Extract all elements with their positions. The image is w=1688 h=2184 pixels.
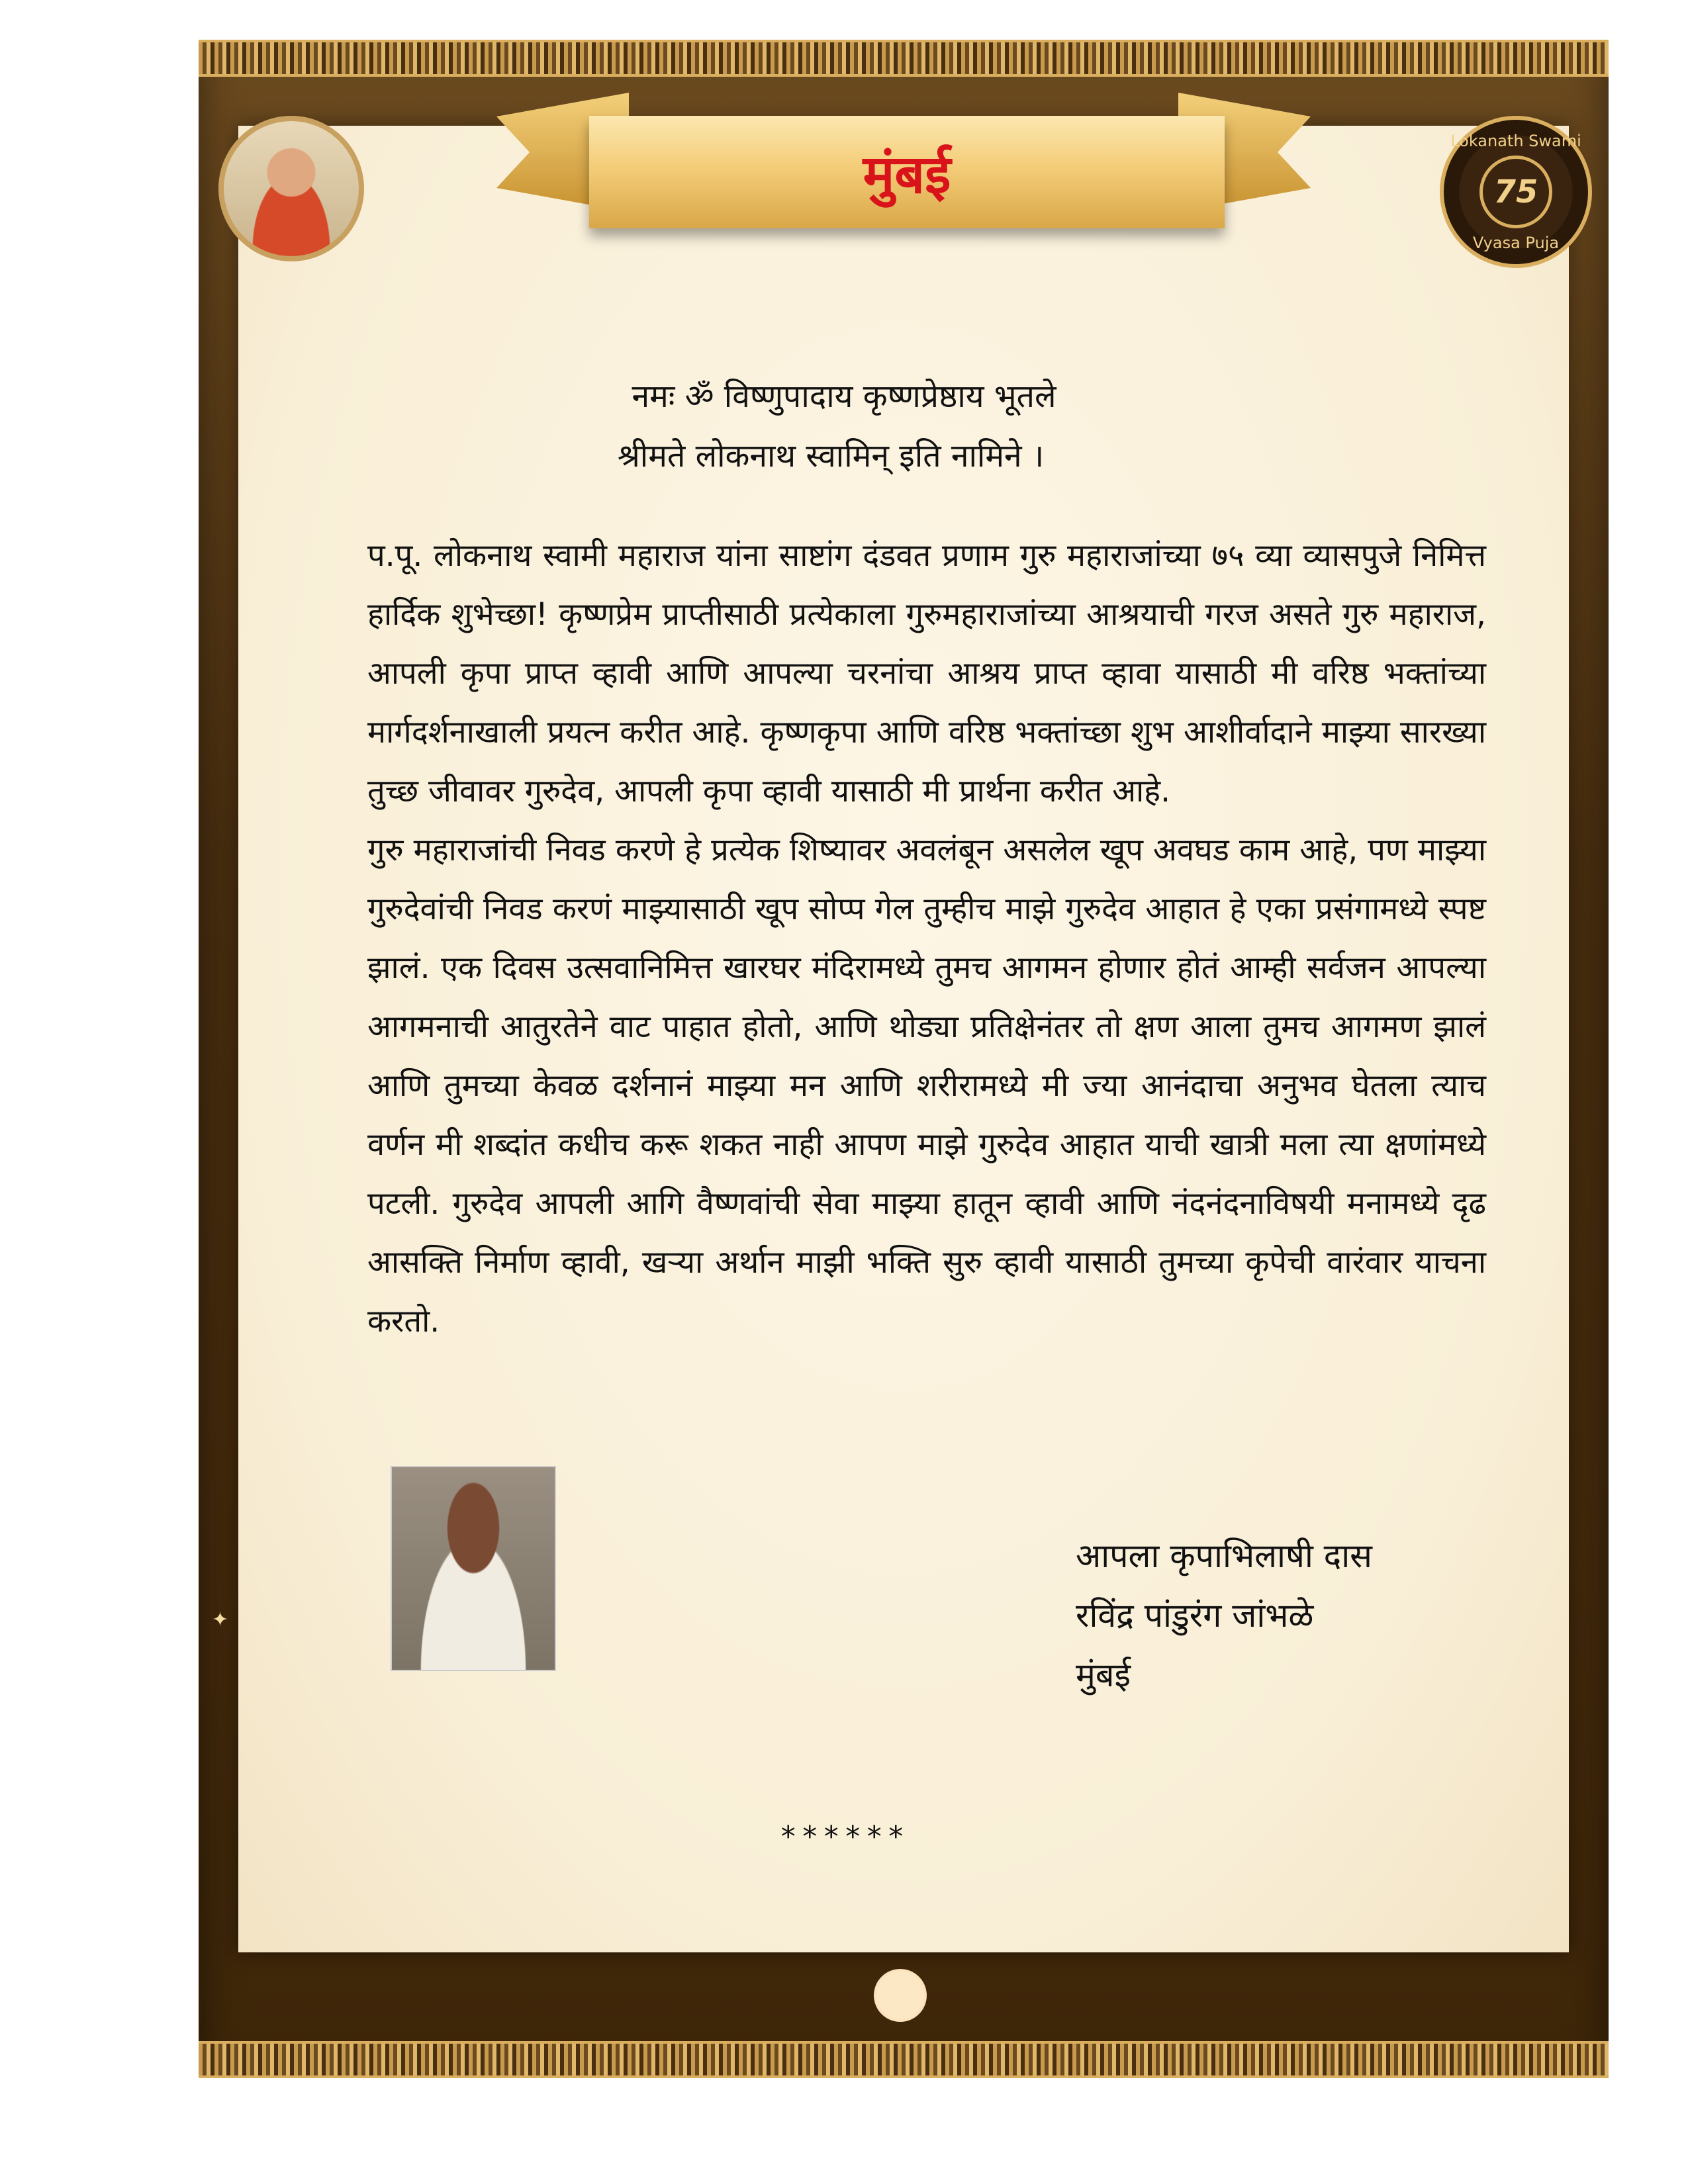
end-stars: ****** (779, 1820, 909, 1854)
signature-city: मुंबई (1076, 1656, 1131, 1694)
badge-number: 75 (1479, 156, 1552, 228)
page-title: मुंबई (863, 143, 951, 205)
author-photo (391, 1466, 556, 1671)
verse-line-1: नमः ॐ विष्णुपादाय कृष्णप्रेष्ठाय भूतले (632, 378, 1056, 415)
title-ribbon (589, 116, 1225, 228)
guru-portrait-photo (218, 116, 364, 261)
badge-top-text: Lokanath Swami (1450, 132, 1581, 150)
vyasa-puja-75-badge (1440, 116, 1592, 268)
paragraph-2: गुरु महाराजांची निवड करणे हे प्रत्येक शिष्यावर अवलंबून असलेल खूप अवघड काम आहे, पण माझ्या गुरुदेवांची निवड करणं माझ्यासाठी खूप सोप्प गेल तुम्हीच माझे गुरुदेव आहात हे एका प्रसंगामध्ये स्पष्ट झालं. एक दिवस उत्सवानिमित्त खारघर मंदिरामध्ये तुमच आगमन होणार होतं आम्ही सर्वजन आपल्या आगमनाची आतुरतेने वाट पाहात होतो, आणि थोड्या प्रतिक्षेनंतर तो क्षण आला तुमच आगमण झालं आणि तुमच्या केवळ दर्शनानं माझ्या मन आणि शरीरामध्ये मी ज्या आनंदाचा अनुभव घेतला त्याच वर्णन मी शब्दांत कधीच करू शकत नाही आपण माझे गुरुदेव आहात याची खात्री मला त्या क्षणांमध्ये पटली. गुरुदेव आपली आगि वैष्णवांची सेवा माझ्या हातून व्हावी आणि नंदनंदनाविषयी मनामध्ये दृढ आसक्ति निर्माण व्हावी, खऱ्या अर्थान माझी भक्ति सुरु व्हावी यासाठी तुमच्या कृपेची वारंवार याचना करतो. (367, 832, 1486, 1340)
page-dot-ornament (874, 1969, 927, 2022)
paragraph-1: प.पू. लोकनाथ स्वामी महाराज यांना साष्टांग दंडवत प्रणाम गुरु महाराजांच्या ७५ व्या व्यासपुजे निमित्त हार्दिक शुभेच्छा! कृष्णप्रेम प्राप्तीसाठी प्रत्येकाला गुरुमहाराजांच्या आश्रयाची गरज असते गुरु महाराज, आपली कृपा प्राप्त व्हावी आणि आपल्या चरनांचा आश्रय प्राप्त व्हावा यासाठी मी वरिष्ठ भक्तांच्या मार्गदर्शनाखाली प्रयत्न करीत आहे. कृष्णकृपा आणि वरिष्ठ भक्तांच्छा शुभ आशीर्वादाने माझ्या सारख्या तुच्छ जीवावर गुरुदेव, आपली कृपा व्हावी यासाठी मी प्रार्थना करीत आहे. (367, 537, 1486, 809)
badge-bottom-text: Vyasa Puja (1472, 234, 1560, 252)
sparkle-icon: ✦ (212, 1608, 229, 1631)
decorative-border-bottom (199, 2041, 1609, 2078)
signature-line-1: आपला कृपाभिलाषी दास (1076, 1537, 1372, 1575)
letter-body (367, 526, 1486, 1351)
decorative-border-top (199, 40, 1609, 77)
verse-line-2: श्रीमते लोकनाथ स्वामिन् इति नामिने । (617, 437, 1045, 475)
signature-name: रविंद्र पांडुरंग जांभळे (1076, 1596, 1314, 1635)
